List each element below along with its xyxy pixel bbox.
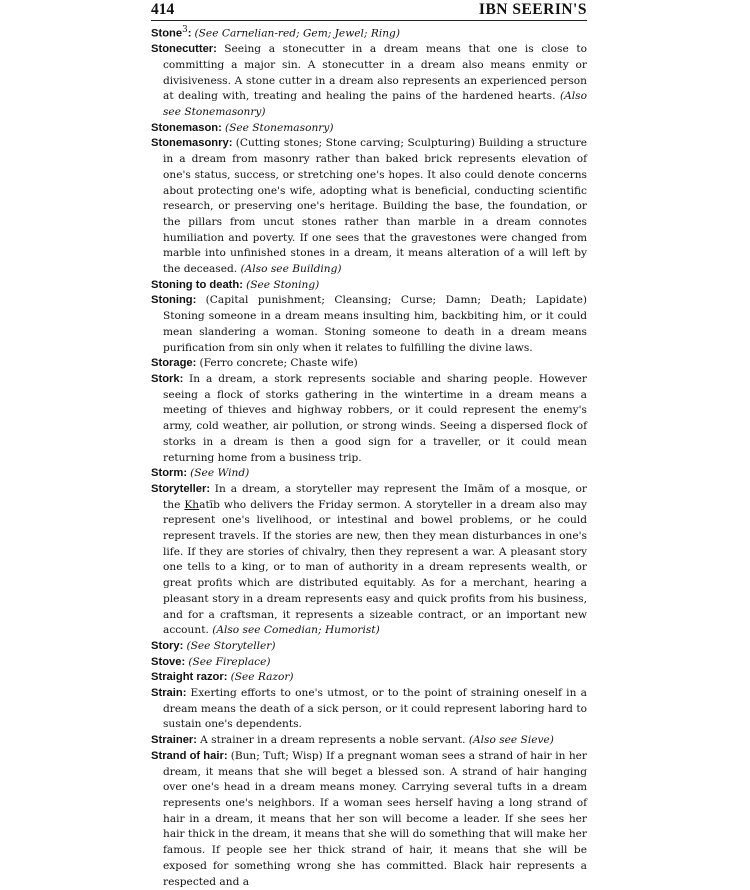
underlined-letters: Kh (184, 498, 200, 511)
entry-stonemason: Stonemason: (See Stonemasonry) (151, 121, 334, 134)
cross-reference: (See Razor) (230, 671, 294, 684)
cross-reference: (See Storyteller) (186, 639, 276, 652)
entry-headword: Stove (151, 655, 182, 668)
entry-headword: Stone (151, 27, 183, 40)
entry-headword: Stonecutter (151, 43, 214, 56)
entry-text: Seeing a stonecutter in a dream means that one is close to committing a major sin. A stonecutter in a dream also means enmity or divisiveness. A stone cutter in a dream also represents an experienced person at dealing with, treating and healing the pains of the hardened hearts. (163, 43, 587, 103)
entry-strand-of-hair: Strand of hair: (Bun; Tuft; Wisp) If a pregnant woman sees a strand of hair in her dream, it means that she will beget a blessed son. A strand of hair hanging over one's head in a dream means money. Carrying several tufts in a dream represents one's neighbors. If a woman sees herself having a long strand of hair in a dream, it means that her son will become a leader. If she sees her hair thick in the dream, it means that she will do something that will make her famous. If people see her thick strand of hair, it means that she will be exposed for something wrong she has committed. Black hair represents a respected and a (151, 749, 587, 888)
entry-headword: Straight razor (151, 671, 224, 684)
entry-text: In a dream, a stork represents sociable and sharing people. However seeing a flock of storks gathering in the wintertime in a dream means a meeting of thieves and highway robbers, or it could represent the enemy's army, cold weather, air pollution, or strong winds. Seeing a dispersed flock of storks in a dream is then a good sign for a traveller, or it could mean returning home from a business trip. (163, 373, 587, 464)
entry-text: (Capital punishment; Cleansing; Curse; Damn; Death; Lapidate) Stoning someone in a dream means insulting him, backbiting him, or it could mean slandering a woman. Stoning someone to death in a dream means purification from sin only when it relates to fulfilling the divine laws. (163, 294, 587, 354)
entry-text: (Cutting stones; Stone carving; Sculpturing) Building a structure in a dream from masonry rather than baked brick represents elevation of one's status, success, or stretching one's hopes. It also could denote concerns about protecting one's wife, adopting what is beneficial, conducting scientific research, or preserving one's heritage. Building the base, the foundation, or the pillars from uncut stones rather than marble in a dream connotes humiliation and poverty. If one sees that the gravestones were changed from marble into unfinished stones in a dream, it means alteration of a will left by the deceased. (163, 137, 587, 276)
cross-reference: (See Carnelian-red; Gem; Jewel; Ring) (194, 27, 400, 40)
entry-headword: Story (151, 639, 180, 652)
entry-headword: Stoning to death (151, 278, 240, 291)
entry-headword: Storyteller (151, 482, 207, 495)
page-header (151, 0, 587, 21)
running-title: IBN SEERIN'S (478, 1, 587, 18)
entry-storm: Storm: (See Wind) (151, 467, 250, 480)
entry-stove: Stove: (See Fireplace) (151, 655, 271, 668)
entry-text-continued: atīb who delivers the Friday sermon. A storyteller in a dream also may represent one's livelihood, or intestinal and bowel problems, or he could represent travels. If the stories are new, then they mean disturbances in one's life. If they are stories of chivalry, then they represent a war. A pleasant story one tells to a king, or to man of authority in a dream represents wealth, or great profits which are distributed equitably. As for a merchant, hearing a pleasant story in a dream represents easy and quick profits from his business, and for a craftsman, it represents a sizeable contract, or an important new account. (163, 498, 587, 637)
entry-stone: Stone$^3$: (See Carnelian-red; Gem; Jewel; Ring) (151, 25, 400, 40)
entry-strainer: Strainer: A strainer in a dream represents a noble servant. (Also see Sieve) (151, 734, 554, 747)
entry-storage: Storage: (Ferro concrete; Chaste wife) (151, 357, 358, 370)
entry-headword: Strain (151, 687, 183, 700)
entry-headword: Storm (151, 467, 184, 480)
cross-reference: (Also see Stonemasonry) (163, 90, 587, 119)
cross-reference: (See Stonemasonry) (224, 121, 334, 134)
cross-reference: (Also see Comedian; Humorist) (212, 624, 380, 637)
entry-headword: Stonemasonry (151, 137, 229, 150)
cross-reference: (Also see Sieve) (468, 734, 554, 747)
book-page (151, 0, 587, 890)
entry-headword: Stoning (151, 294, 193, 307)
entry-story: Story: (See Storyteller) (151, 639, 276, 652)
entry-text: (Ferro concrete; Chaste wife) (199, 357, 358, 370)
entry-headword: Storage (151, 357, 193, 370)
footnote-marker: 3 (182, 25, 188, 35)
entry-text: In a dream, a storyteller may represent the Imām of a mosque, or the (163, 482, 587, 511)
entry-headword: Strand of hair (151, 749, 224, 762)
entry-stoning: Stoning: (Capital punishment; Cleansing; Curse; Damn; Death; Lapidate) Stoning someone in a dream means insulting him, backbiting him, or it could mean slandering a woman. Stoning someone to death in a dream means purification from sin only when it relates to fulfilling the divine laws. (151, 294, 587, 354)
entry-text: Exerting efforts to one's utmost, or to the point of straining oneself in a dream means the death of a sick person, or it could represent laboring hard to sustain one's dependents. (163, 687, 587, 731)
page-number: 414 (151, 1, 175, 18)
entry-strain: Strain: Exerting efforts to one's utmost, or to the point of straining oneself in a dream means the death of a sick person, or it could represent laboring hard to sustain one's dependents. (151, 687, 587, 731)
entry-stork: Stork: In a dream, a stork represents sociable and sharing people. However seeing a flock of storks gathering in the wintertime in a dream means a meeting of thieves and highway robbers, or it could represent the enemy's army, cold weather, air pollution, or strong winds. Seeing a dispersed flock of storks in a dream is then a good sign for a traveller, or it could mean returning home from a business trip. (151, 373, 587, 464)
entry-headword: Stork (151, 373, 180, 385)
entry-headword: Stonemason (151, 121, 219, 134)
entry-stonemasonry: Stonemasonry: (Cutting stones; Stone carving; Sculpturing) Building a structure in a dream from masonry rather than baked brick represents elevation of one's status, success, or stretching one's hopes. It also could denote concerns about protecting one's wife, adopting what is beneficial, conducting scientific research, or preserving one's heritage. Building the base, the foundation, or the pillars from uncut stones rather than marble in a dream connotes humiliation and poverty. If one sees that the gravestones were changed from marble into unfinished stones in a dream, it means alteration of a will left by the deceased. (Also see Building) (151, 137, 587, 276)
cross-reference: (See Wind) (190, 467, 250, 480)
entry-text: A strainer in a dream represents a noble servant. (200, 734, 469, 747)
entry-stoning-to-death: Stoning to death: (See Stoning) (151, 278, 320, 291)
entry-headword: Strainer (151, 734, 194, 747)
entry-straight-razor: Straight razor: (See Razor) (151, 671, 294, 684)
cross-reference: (Also see Building) (240, 263, 342, 276)
dictionary-entries (151, 23, 587, 890)
entry-storyteller: Storyteller: In a dream, a storyteller may represent the Imām of a mosque, or the Khatīb who delivers the Friday sermon. A storyteller in a dream also may represent one's livelihood, or intestinal and bowel problems, or he could represent travels. If the stories are new, then they mean disturbances in one's life. If they are stories of chivalry, then they represent a war. A pleasant story one tells to a king, or to man of authority in a dream represents wealth, or great profits which are distributed equitably. As for a merchant, hearing a pleasant story in a dream represents easy and quick profits from his business, and for a craftsman, it represents a sizeable contract, or an important new account. (Also see Comedian; Humorist) (151, 482, 587, 637)
entry-stonecutter: Stonecutter: Seeing a stonecutter in a dream means that one is close to committing a major sin. A stonecutter in a dream also means enmity or divisiveness. A stone cutter in a dream also represents an experienced person at dealing with, treating and healing the pains of the hardened hearts. (Also see Stonemasonry) (151, 43, 587, 119)
cross-reference: (See Fireplace) (188, 655, 271, 668)
cross-reference: (See Stoning) (246, 278, 320, 291)
entry-text: (Bun; Tuft; Wisp) If a pregnant woman sees a strand of hair in her dream, it means that she will beget a blessed son. A strand of hair hanging over one's head in a dream means money. Carrying several tufts in a dream represents one's neighbors. If a woman sees herself having a long strand of hair in a dream, it means that her son will become a leader. If she sees her hair thick in the dream, it means that she will do something that will make her famous. If people see her thick strand of hair, it means that she will be exposed for something wrong she has committed. Black hair represents a respected and a (163, 749, 587, 888)
